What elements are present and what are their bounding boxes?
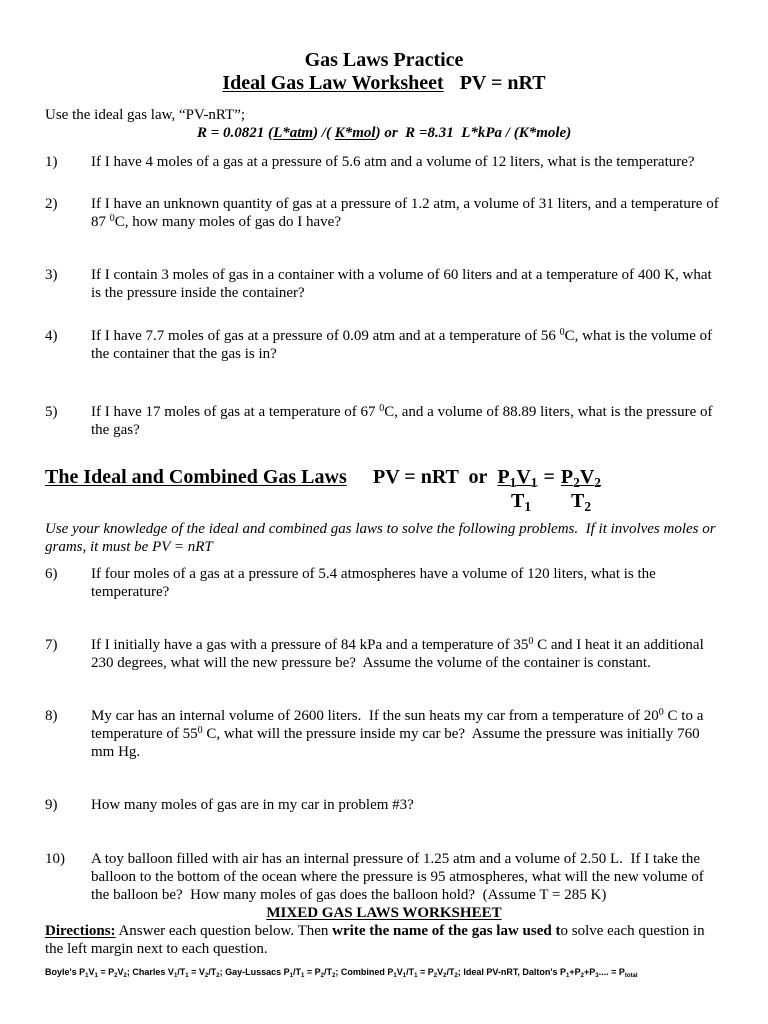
text-run: P — [497, 466, 510, 488]
text-run: 87 — [91, 214, 110, 230]
subscript: 2 — [584, 499, 592, 515]
worksheet-subtitle — [0, 71, 768, 95]
text-run: ; Charles V — [126, 967, 174, 977]
question-text — [91, 636, 704, 672]
text-run: C, how many moles of gas do I have? — [114, 214, 341, 230]
subscript: 2 — [594, 475, 601, 491]
text-run: T — [571, 490, 585, 512]
question-line: balloon to the bottom of the ocean where the pressure is 95 atmospheres, what will the new volume of — [91, 869, 704, 885]
mixed-worksheet-heading — [0, 904, 768, 922]
question-line — [91, 725, 703, 743]
question-1 — [0, 153, 768, 171]
superscript: 0 — [379, 402, 385, 414]
superscript: 0 — [109, 212, 115, 224]
text-run: Boyle's P — [45, 967, 86, 977]
question-text — [91, 707, 703, 761]
text-run: C to a — [663, 708, 704, 724]
text-run: = P — [304, 967, 321, 977]
question-number: 2) — [45, 196, 58, 212]
question-number: 5) — [45, 404, 58, 420]
text-run: = P — [97, 967, 115, 977]
superscript: 0 — [528, 635, 534, 647]
subscript: 1 — [393, 972, 397, 979]
question-line — [91, 327, 712, 345]
question-line: If I have 4 moles of a gas at a pressure of 5.6 atm and a volume of 12 liters, what is the temperature? — [91, 154, 695, 170]
text-run: V — [579, 466, 595, 488]
subscript: 2 — [216, 972, 220, 979]
mixed-worksheet-title: MIXED GAS LAWS WORKSHEET — [266, 905, 502, 921]
subscript: 2 — [320, 972, 325, 979]
question-text — [91, 403, 713, 439]
question-text — [91, 195, 719, 231]
text-run: ; Ideal PV-nRT, Dalton's P — [457, 967, 566, 977]
subscript: 1 — [509, 475, 517, 491]
question-line — [91, 403, 713, 421]
text-run: = V — [188, 967, 205, 977]
text-run: ; Combined P — [335, 967, 394, 977]
question-line: If I contain 3 moles of gas in a container with a volume of 60 liters and at a temperature of 400 K, what — [91, 267, 712, 283]
subscript: 1 — [185, 972, 189, 979]
combined-numerator-right — [560, 466, 601, 491]
text-run: V — [437, 967, 444, 977]
text-run: = P — [417, 967, 434, 977]
ideal-gas-formula: PV = nRT or — [373, 466, 488, 488]
question-line: the container that the gas is in? — [91, 346, 277, 362]
text-run: temperature of 55 — [91, 726, 198, 742]
text-run: V — [516, 466, 531, 488]
gas-law-formulas — [373, 465, 601, 489]
subscript: 2 — [123, 972, 127, 979]
directions-text: o solve each question in — [560, 923, 705, 939]
question-number: 7) — [45, 637, 58, 653]
gas-constant — [197, 124, 571, 142]
superscript: 0 — [197, 724, 203, 736]
subscript: 2 — [332, 972, 336, 979]
question-line — [91, 636, 704, 654]
question-line: is the pressure inside the container? — [91, 285, 305, 301]
question-number: 9) — [45, 797, 58, 813]
text-run: If I have 17 moles of gas at a temperature of 67 — [91, 404, 380, 420]
text-run: C and I heat it an additional — [533, 637, 704, 653]
text-run: T — [511, 490, 525, 512]
directions-line: the left margin next to each question. — [45, 941, 268, 957]
subscript: 2 — [580, 972, 584, 979]
question-8 — [0, 706, 768, 760]
question-number: 4) — [45, 328, 58, 344]
question-line: temperature? — [91, 584, 170, 600]
subscript: 2 — [454, 972, 458, 979]
instruction-line: Use your knowledge of the ideal and combined gas laws to solve the following problems. If it involves moles or — [45, 521, 716, 537]
question-line: If I have an unknown quantity of gas at a pressure of 1.2 atm, a volume of 31 liters, and a temperature of — [91, 196, 719, 212]
subscript: 1 — [566, 972, 570, 979]
question-4 — [0, 326, 768, 362]
subscript: 2 — [204, 972, 209, 979]
worksheet-name: Ideal Gas Law Worksheet — [222, 72, 444, 94]
page-title: Gas Laws Practice — [304, 49, 464, 71]
question-10 — [0, 850, 768, 903]
text-run: ; Gay-Lussacs P — [219, 967, 290, 977]
text-run: C, what is the volume of — [564, 328, 713, 344]
subscript: 2 — [114, 972, 118, 979]
gas-constant-unit: K*mol — [334, 125, 376, 141]
question-line — [91, 707, 703, 725]
question-line: 230 degrees, what will the new pressure be? Assume the volume of the container is constant. — [91, 655, 651, 671]
question-line: How many moles of gas are in my car in problem #3? — [91, 797, 414, 813]
section-heading — [45, 465, 347, 489]
question-text — [91, 266, 712, 302]
subscript: 1 — [289, 972, 294, 979]
text-run: .... = P — [598, 967, 625, 977]
question-3 — [0, 266, 768, 301]
question-number: 8) — [45, 708, 58, 724]
directions-text: Answer each question below. Then — [115, 923, 333, 939]
question-line: the balloon be? How many moles of gas does the balloon hold? (Assume T = 285 K) — [91, 887, 607, 903]
subscript: 1 — [414, 972, 418, 979]
equals-sign: = — [543, 466, 555, 488]
combined-denominator-right — [571, 489, 591, 513]
subscript: 1 — [530, 475, 538, 491]
question-7 — [0, 635, 768, 671]
question-line: If four moles of a gas at a pressure of 5.4 atmospheres have a volume of 120 liters, what is the — [91, 566, 656, 582]
text-run: /T — [177, 967, 186, 977]
directions — [45, 922, 705, 958]
text-run: /T — [446, 967, 455, 977]
text-run: +P — [583, 967, 596, 977]
question-text — [91, 850, 704, 904]
question-number: 10) — [45, 851, 65, 867]
question-line: mm Hg. — [91, 744, 141, 760]
gas-constant-unit: L*atm — [273, 125, 314, 141]
question-number: 1) — [45, 154, 58, 170]
ideal-gas-formula: PV = nRT — [459, 72, 546, 94]
gas-law-summary — [45, 966, 638, 978]
question-text — [91, 153, 695, 171]
text-run: /T — [293, 967, 302, 977]
subscript: total — [624, 972, 638, 979]
subscript: 3 — [595, 972, 599, 979]
ideal-gas-instruction: Use the ideal gas law, “PV-nRT”; — [45, 107, 246, 123]
gas-constant-text: ) /( — [313, 125, 335, 141]
text-run: If I initially have a gas with a pressure of 84 kPa and a temperature of 35 — [91, 637, 529, 653]
question-line — [91, 213, 719, 231]
question-line: the gas? — [91, 422, 140, 438]
subscript: 1 — [94, 972, 98, 979]
text-run: My car has an internal volume of 2600 liters. If the sun heats my car from a temperature of 20 — [91, 708, 659, 724]
text-run: V — [396, 967, 403, 977]
text-run: /T — [324, 967, 333, 977]
question-text — [91, 565, 656, 601]
question-6 — [0, 565, 768, 600]
instruction-line: grams, it must be PV = nRT — [45, 539, 213, 555]
text-run: P — [560, 466, 574, 488]
text-run: C, what will the pressure inside my car be? Assume the pressure was initially 760 — [202, 726, 700, 742]
question-number: 3) — [45, 267, 58, 283]
question-2 — [0, 195, 768, 230]
subscript: 1 — [402, 972, 407, 979]
question-9 — [0, 796, 768, 814]
subscript: 1 — [524, 499, 532, 515]
question-number: 6) — [45, 566, 58, 582]
subscript: 2 — [443, 972, 447, 979]
text-run: /T — [406, 967, 415, 977]
text-run: If I have 7.7 moles of gas at a pressure of 0.09 atm and at a temperature of 56 — [91, 328, 560, 344]
subscript: 2 — [573, 475, 580, 491]
question-text — [91, 796, 414, 814]
gas-constant-text: R = 0.0821 ( — [197, 125, 274, 141]
combined-numerator-left — [497, 466, 538, 491]
directions-emphasis: write the name of the gas law used t — [332, 923, 561, 939]
section-title: The Ideal and Combined Gas Laws — [45, 466, 347, 488]
combined-denominator-left — [511, 489, 531, 513]
section-instructions — [45, 520, 716, 556]
superscript: 0 — [658, 706, 664, 718]
text-run: C, and a volume of 88.89 liters, what is the pressure of — [384, 404, 713, 420]
text-run: V — [88, 967, 95, 977]
subscript: 2 — [433, 972, 438, 979]
question-text — [91, 327, 712, 363]
question-line: A toy balloon filled with air has an internal pressure of 1.25 atm and a volume of 2.50 L. If I take the — [91, 851, 701, 867]
subscript: 1 — [173, 972, 178, 979]
subscript: 1 — [85, 972, 89, 979]
text-run: +P — [569, 967, 581, 977]
gas-constant-text: ) or R =8.31 L*kPa / (K*mole) — [375, 125, 572, 141]
subscript: 1 — [301, 972, 305, 979]
question-5 — [0, 402, 768, 438]
text-run: /T — [208, 967, 217, 977]
superscript: 0 — [559, 326, 565, 338]
directions-line — [45, 922, 705, 940]
text-run: V — [117, 967, 124, 977]
directions-label: Directions: — [45, 923, 116, 939]
